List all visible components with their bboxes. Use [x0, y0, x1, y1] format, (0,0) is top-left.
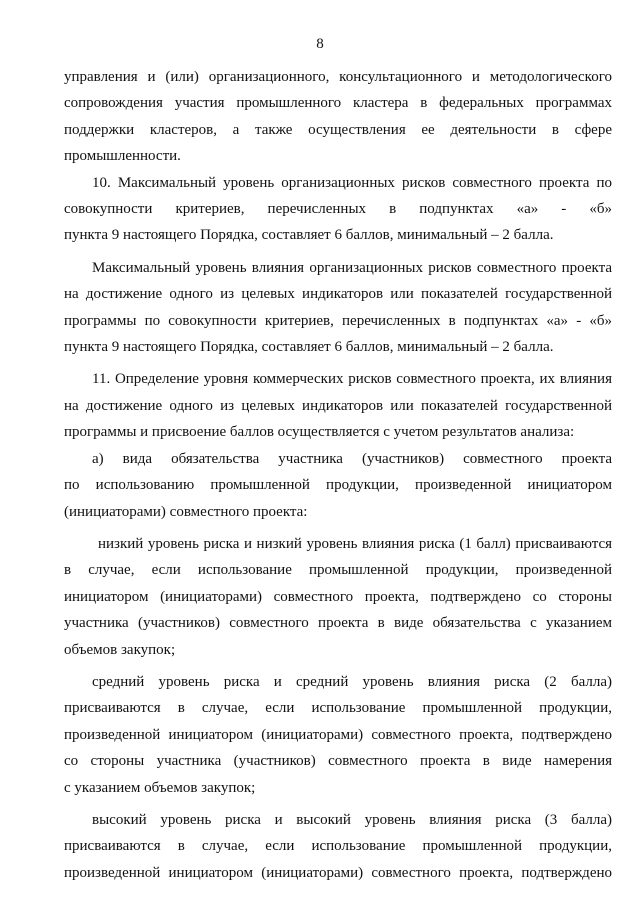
text-line: присваиваются в случае, если использование промышленной продукции,: [64, 838, 612, 855]
paragraph-item-11: [64, 366, 612, 445]
text-line: средний уровень риска и средний уровень влияния риска (2 балла): [92, 673, 612, 690]
text-line: совокупности критериев, перечисленных в подпунктах «а» - «б»: [64, 201, 612, 218]
text-line: низкий уровень риска и низкий уровень влияния риска (1 балл) присваиваются: [98, 535, 612, 552]
text-line: программы и присвоение баллов осуществляется с учетом результатов анализа:: [64, 424, 575, 441]
paragraph-high-risk: [64, 807, 612, 886]
text-line: Максимальный уровень влияния организационных рисков совместного проекта: [92, 259, 612, 276]
paragraph-subitem-a: [64, 446, 612, 525]
paragraph-item-10: [64, 170, 612, 249]
text-line: промышленности.: [64, 148, 181, 165]
text-line: управления и (или) организационного, консультационного и методологического: [64, 69, 612, 85]
page-number: 8: [316, 36, 324, 52]
paragraph-influence-max: [64, 255, 612, 361]
text-line: присваиваются в случае, если использование промышленной продукции,: [64, 700, 612, 717]
paragraph-medium-risk: [64, 669, 612, 801]
text-line: (инициаторами) совместного проекта:: [64, 503, 308, 520]
text-line: на достижение одного из целевых индикаторов или показателей государственной: [64, 397, 612, 414]
text-line: в случае, если использование промышленной продукции, произведенной: [64, 562, 612, 579]
text-line: с указанием объемов закупок;: [64, 779, 256, 796]
text-line: 11. Определение уровня коммерческих рисков совместного проекта, их влияния: [92, 371, 612, 388]
text-line: высокий уровень риска и высокий уровень влияния риска (3 балла): [92, 811, 612, 828]
text-line: пункта 9 настоящего Порядка, составляет 6 баллов, минимальный – 2 балла.: [64, 339, 554, 356]
text-line: произведенной инициатором (инициаторами) совместного проекта, подтверждено: [64, 864, 612, 881]
paragraph-low-risk: [64, 531, 612, 663]
text-line: 10. Максимальный уровень организационных рисков совместного проекта по: [92, 174, 612, 191]
text-line: поддержки кластеров, а также осуществления ее деятельности в сфере: [64, 121, 612, 138]
text-line: а) вида обязательства участника (участников) совместного проекта: [92, 450, 612, 467]
text-line: со стороны участника (участников) совместного проекта в виде намерения: [64, 753, 612, 770]
document-body: [64, 64, 612, 886]
text-line: пункта 9 настоящего Порядка, составляет 6 баллов, минимальный – 2 балла.: [64, 227, 554, 244]
text-line: сопровождения участия промышленного кластера в федеральных программах: [64, 95, 612, 112]
text-line: произведенной инициатором (инициаторами) совместного проекта, подтверждено: [64, 726, 612, 743]
text-line: по использованию промышленной продукции, произведенной инициатором: [64, 477, 612, 494]
text-line: инициатором (инициаторами) совместного проекта, подтверждено со стороны: [64, 588, 612, 605]
text-line: программы по совокупности критериев, перечисленных в подпунктах «а» - «б»: [64, 312, 612, 329]
text-line: участника (участников) совместного проекта в виде обязательства с указанием: [64, 615, 612, 632]
text-line: объемов закупок;: [64, 641, 176, 658]
paragraph-continuation: [64, 64, 612, 170]
text-line: на достижение одного из целевых индикаторов или показателей государственной: [64, 286, 612, 303]
